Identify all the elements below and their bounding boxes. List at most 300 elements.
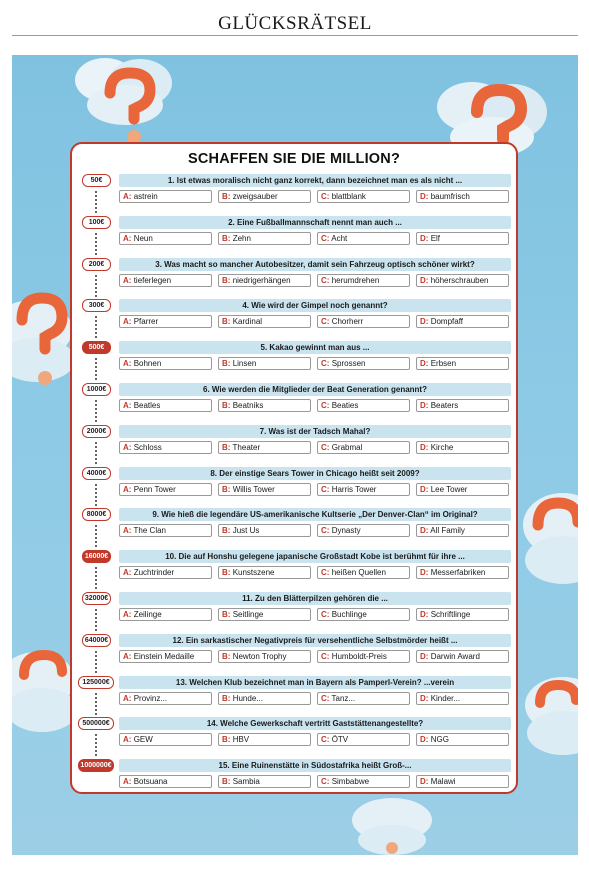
answer-letter: B: bbox=[222, 317, 231, 327]
ladder-dot bbox=[95, 374, 97, 376]
answer-text: blattblank bbox=[331, 192, 366, 201]
question-cloud-icon bbox=[12, 275, 74, 395]
ladder-dot bbox=[95, 442, 97, 444]
ladder-dot bbox=[95, 655, 97, 657]
answer-text: Acht bbox=[331, 233, 348, 243]
answer-letter: B: bbox=[222, 735, 231, 745]
answer-letter: C: bbox=[321, 693, 330, 703]
answer-letter: D: bbox=[420, 359, 429, 369]
answer-letter: B: bbox=[222, 192, 231, 201]
answer-option-d[interactable] bbox=[416, 775, 509, 788]
answer-option-c[interactable] bbox=[317, 399, 410, 412]
ladder-dot bbox=[95, 613, 97, 615]
prize-amount: 1000€ bbox=[82, 383, 111, 396]
answer-letter: B: bbox=[222, 401, 231, 410]
answer-text: Zeilinge bbox=[133, 610, 162, 619]
answer-option-d[interactable] bbox=[416, 315, 509, 328]
answer-letter: B: bbox=[222, 359, 231, 369]
answer-option-a[interactable] bbox=[119, 357, 212, 370]
answer-text: tieferlegen bbox=[133, 275, 172, 285]
answer-text: baumfrisch bbox=[430, 192, 470, 201]
answer-text: zweigsauber bbox=[232, 192, 278, 201]
answer-option-d[interactable] bbox=[416, 357, 509, 370]
answer-option-c[interactable] bbox=[317, 441, 410, 454]
ladder-dot bbox=[95, 412, 97, 414]
question-text: 15. Eine Ruinenstätte in Südostafrika heißt Groß-... bbox=[119, 759, 511, 772]
answer-option-a[interactable] bbox=[119, 775, 212, 788]
answer-letter: A: bbox=[123, 317, 132, 327]
answer-option-a[interactable] bbox=[119, 232, 212, 245]
question-text: 1. Ist etwas moralisch nicht ganz korrekt, dann bezeichnet man es als nicht ... bbox=[119, 174, 511, 187]
answer-option-b[interactable] bbox=[218, 232, 311, 245]
ladder-dot bbox=[95, 295, 97, 297]
question-text: 7. Was ist der Tadsch Mahal? bbox=[119, 425, 511, 438]
ladder-dot bbox=[95, 211, 97, 213]
prize-amount: 16000€ bbox=[82, 550, 111, 563]
answer-text: Chorherr bbox=[331, 317, 364, 327]
page-title: GLÜCKSRÄTSEL bbox=[218, 13, 372, 34]
ladder-dot bbox=[95, 283, 97, 285]
ladder-dot bbox=[95, 671, 97, 673]
ladder-dot bbox=[95, 316, 97, 318]
answer-option-a[interactable] bbox=[119, 483, 212, 496]
answer-letter: A: bbox=[123, 401, 132, 410]
answer-option-b[interactable] bbox=[218, 566, 311, 579]
answer-text: Grabmal bbox=[331, 442, 363, 452]
answer-option-b[interactable] bbox=[218, 315, 311, 328]
answer-text: astrein bbox=[133, 192, 158, 201]
answer-text: Beatniks bbox=[232, 401, 264, 410]
answer-option-d[interactable] bbox=[416, 274, 509, 287]
prize-amount: 100€ bbox=[82, 216, 111, 229]
prize-amount: 2000€ bbox=[82, 425, 111, 438]
answer-text: Kirche bbox=[430, 442, 454, 452]
ladder-dot bbox=[95, 328, 97, 330]
ladder-dot bbox=[95, 446, 97, 448]
ladder-dot bbox=[95, 651, 97, 653]
answer-option-c[interactable] bbox=[317, 566, 410, 579]
answer-text: The Clan bbox=[133, 526, 166, 536]
ladder-dot bbox=[95, 705, 97, 707]
ladder-dot bbox=[95, 336, 97, 338]
answer-text: Messerfabriken bbox=[430, 568, 486, 578]
prize-amount: 125000€ bbox=[78, 676, 114, 689]
answer-option-d[interactable] bbox=[416, 566, 509, 579]
answer-text: Harris Tower bbox=[331, 484, 377, 494]
ladder-dot bbox=[95, 237, 97, 239]
ladder-dot bbox=[95, 583, 97, 585]
ladder-dot bbox=[95, 324, 97, 326]
answer-text: Kardinal bbox=[232, 317, 263, 327]
answer-option-c[interactable] bbox=[317, 315, 410, 328]
answer-letter: D: bbox=[420, 777, 429, 787]
quiz-title: SCHAFFEN SIE DIE MILLION? bbox=[187, 151, 401, 167]
prize-amount: 32000€ bbox=[82, 592, 111, 605]
ladder-dot bbox=[95, 617, 97, 619]
ladder-dot bbox=[95, 525, 97, 527]
answer-text: Schriftlinge bbox=[430, 610, 471, 619]
answer-option-a[interactable] bbox=[119, 315, 212, 328]
answer-letter: A: bbox=[123, 693, 132, 703]
ladder-dot bbox=[95, 575, 97, 577]
ladder-dot bbox=[95, 450, 97, 452]
ladder-dot bbox=[95, 358, 97, 360]
ladder-dot bbox=[95, 408, 97, 410]
answer-text: Zuchtrinder bbox=[133, 568, 175, 578]
ladder-dot bbox=[95, 253, 97, 255]
ladder-dot bbox=[95, 734, 97, 736]
answer-text: herumdrehen bbox=[331, 275, 380, 285]
answer-letter: B: bbox=[222, 568, 231, 578]
answer-option-b[interactable] bbox=[218, 775, 311, 788]
ladder-dot bbox=[95, 291, 97, 293]
ladder-dot bbox=[95, 738, 97, 740]
answer-letter: A: bbox=[123, 526, 132, 536]
answer-option-c[interactable] bbox=[317, 608, 410, 621]
ladder-dot bbox=[95, 492, 97, 494]
answer-option-d[interactable] bbox=[416, 733, 509, 746]
answer-letter: C: bbox=[321, 275, 330, 285]
answer-text: Humboldt-Preis bbox=[331, 651, 387, 661]
answer-text: All Family bbox=[430, 526, 465, 536]
ladder-dot bbox=[95, 713, 97, 715]
answer-option-c[interactable] bbox=[317, 775, 410, 788]
answer-option-d[interactable] bbox=[416, 399, 509, 412]
answer-text: heißen Quellen bbox=[331, 568, 386, 578]
answer-option-a[interactable] bbox=[119, 566, 212, 579]
answer-letter: B: bbox=[222, 484, 231, 494]
question-cloud-icon bbox=[347, 790, 437, 855]
answer-text: Darwin Award bbox=[430, 651, 480, 661]
answer-option-b[interactable] bbox=[218, 692, 311, 705]
ladder-dot bbox=[95, 579, 97, 581]
answer-letter: A: bbox=[123, 651, 132, 661]
answer-option-d[interactable] bbox=[416, 232, 509, 245]
ladder-dot bbox=[95, 366, 97, 368]
ladder-dot bbox=[95, 754, 97, 756]
answer-letter: D: bbox=[420, 693, 429, 703]
answer-option-c[interactable] bbox=[317, 483, 410, 496]
answer-text: Kinder... bbox=[430, 693, 461, 703]
answer-text: Botsuana bbox=[133, 777, 168, 787]
prize-ladder bbox=[78, 174, 114, 784]
ladder-dot bbox=[95, 488, 97, 490]
ladder-dot bbox=[95, 454, 97, 456]
answer-text: Seitlinge bbox=[232, 610, 264, 619]
ladder-dot bbox=[95, 199, 97, 201]
answer-text: Lee Tower bbox=[430, 484, 468, 494]
ladder-dot bbox=[95, 249, 97, 251]
ladder-dot bbox=[95, 625, 97, 627]
answer-letter: A: bbox=[123, 442, 132, 452]
answer-text: Dynasty bbox=[331, 526, 361, 536]
question-text: 14. Welche Gewerkschaft vertritt Gaststättenangestellte? bbox=[119, 717, 511, 730]
question-text: 13. Welchen Klub bezeichnet man in Bayern als Pamperl-Verein? ...verein bbox=[119, 676, 511, 689]
ladder-dot bbox=[95, 275, 97, 277]
answer-option-a[interactable] bbox=[119, 733, 212, 746]
answer-letter: D: bbox=[420, 401, 429, 410]
ladder-dot bbox=[95, 629, 97, 631]
ladder-dot bbox=[95, 609, 97, 611]
answer-letter: B: bbox=[222, 526, 231, 536]
answer-letter: B: bbox=[222, 610, 231, 619]
ladder-dot bbox=[95, 659, 97, 661]
ladder-dot bbox=[95, 287, 97, 289]
answer-letter: C: bbox=[321, 401, 330, 410]
ladder-dot bbox=[95, 541, 97, 543]
answer-text: Beatles bbox=[133, 401, 161, 410]
page-header bbox=[12, 0, 578, 36]
answer-text: niedrigerhängen bbox=[232, 275, 291, 285]
ladder-dot bbox=[95, 191, 97, 193]
ladder-dot bbox=[95, 404, 97, 406]
question-text: 6. Wie werden die Mitglieder der Beat Generation genannt? bbox=[119, 383, 511, 396]
answer-option-d[interactable] bbox=[416, 483, 509, 496]
answer-letter: A: bbox=[123, 484, 132, 494]
answer-letter: C: bbox=[321, 651, 330, 661]
ladder-dot bbox=[95, 416, 97, 418]
answer-letter: C: bbox=[321, 777, 330, 787]
answer-text: Zehn bbox=[232, 233, 251, 243]
ladder-dot bbox=[95, 545, 97, 547]
answer-text: Elf bbox=[430, 233, 441, 243]
answer-option-b[interactable] bbox=[218, 274, 311, 287]
answer-letter: D: bbox=[420, 192, 429, 201]
answer-text: Beaters bbox=[430, 401, 459, 410]
answer-text: Buchlinge bbox=[331, 610, 367, 619]
answer-letter: D: bbox=[420, 233, 429, 243]
ladder-dot bbox=[95, 496, 97, 498]
answer-letter: B: bbox=[222, 275, 231, 285]
answer-option-d[interactable] bbox=[416, 441, 509, 454]
answer-text: Willis Tower bbox=[232, 484, 275, 494]
ladder-dot bbox=[95, 241, 97, 243]
answer-letter: C: bbox=[321, 317, 330, 327]
answer-option-b[interactable] bbox=[218, 441, 311, 454]
answer-option-c[interactable] bbox=[317, 650, 410, 663]
ladder-dot bbox=[95, 462, 97, 464]
ladder-dot bbox=[95, 400, 97, 402]
answer-text: HBV bbox=[232, 735, 250, 745]
answer-letter: C: bbox=[321, 568, 330, 578]
ladder-dot bbox=[95, 378, 97, 380]
answer-text: GEW bbox=[133, 735, 153, 745]
question-text: 2. Eine Fußballmannschaft nennt man auch ... bbox=[119, 216, 511, 229]
answer-letter: D: bbox=[420, 526, 429, 536]
answer-option-a[interactable] bbox=[119, 692, 212, 705]
ladder-dot bbox=[95, 571, 97, 573]
ladder-dot bbox=[95, 701, 97, 703]
answer-letter: C: bbox=[321, 442, 330, 452]
answer-letter: D: bbox=[420, 275, 429, 285]
answer-text: Theater bbox=[232, 442, 261, 452]
ladder-dot bbox=[95, 370, 97, 372]
prize-amount: 200€ bbox=[82, 258, 111, 271]
ladder-dot bbox=[95, 529, 97, 531]
prize-amount: 64000€ bbox=[82, 634, 111, 647]
answer-letter: D: bbox=[420, 442, 429, 452]
answer-option-d[interactable] bbox=[416, 608, 509, 621]
answer-letter: D: bbox=[420, 317, 429, 327]
answer-letter: D: bbox=[420, 568, 429, 578]
answer-letter: D: bbox=[420, 735, 429, 745]
answer-option-b[interactable] bbox=[218, 399, 311, 412]
answer-letter: A: bbox=[123, 233, 132, 243]
answer-text: Sprossen bbox=[331, 359, 366, 369]
question-text: 12. Ein sarkastischer Negativpreis für versehentliche Selbstmörder heißt ... bbox=[119, 634, 511, 647]
answer-option-a[interactable] bbox=[119, 190, 212, 203]
ladder-dot bbox=[95, 195, 97, 197]
answer-text: Schloss bbox=[133, 442, 162, 452]
prize-amount: 1000000€ bbox=[78, 759, 114, 772]
answer-option-c[interactable] bbox=[317, 524, 410, 537]
question-cloud-icon bbox=[518, 665, 578, 765]
answer-option-b[interactable] bbox=[218, 733, 311, 746]
ladder-dot bbox=[95, 420, 97, 422]
answer-letter: A: bbox=[123, 777, 132, 787]
prize-amount: 4000€ bbox=[82, 467, 111, 480]
answer-text: Provinz... bbox=[133, 693, 168, 703]
answer-option-a[interactable] bbox=[119, 441, 212, 454]
answer-letter: D: bbox=[420, 484, 429, 494]
answer-option-c[interactable] bbox=[317, 733, 410, 746]
answer-letter: C: bbox=[321, 192, 330, 201]
ladder-dot bbox=[95, 320, 97, 322]
answer-option-c[interactable] bbox=[317, 274, 410, 287]
answer-option-d[interactable] bbox=[416, 190, 509, 203]
answer-option-c[interactable] bbox=[317, 232, 410, 245]
answer-text: NGG bbox=[430, 735, 449, 745]
answer-option-b[interactable] bbox=[218, 650, 311, 663]
answer-text: Tanz... bbox=[331, 693, 356, 703]
answer-text: Neun bbox=[133, 233, 153, 243]
ladder-dot bbox=[95, 663, 97, 665]
question-cloud-icon bbox=[70, 55, 180, 150]
answer-text: Dompfaff bbox=[430, 317, 463, 327]
ladder-dot bbox=[95, 533, 97, 535]
answer-option-b[interactable] bbox=[218, 524, 311, 537]
question-text: 9. Wie hieß die legendäre US-amerikanische Kultserie „Der Denver-Clan“ im Original? bbox=[119, 508, 511, 521]
ladder-dot bbox=[95, 332, 97, 334]
prize-amount: 500000€ bbox=[78, 717, 114, 730]
answer-option-d[interactable] bbox=[416, 650, 509, 663]
answer-letter: B: bbox=[222, 233, 231, 243]
answer-option-d[interactable] bbox=[416, 524, 509, 537]
answer-text: Just Us bbox=[232, 526, 260, 536]
answer-letter: A: bbox=[123, 275, 132, 285]
ladder-dot bbox=[95, 587, 97, 589]
answer-text: Simbabwe bbox=[331, 777, 370, 787]
question-text: 11. Zu den Blätterpilzen gehören die ... bbox=[119, 592, 511, 605]
answer-text: Erbsen bbox=[430, 359, 457, 369]
answer-text: Malawi bbox=[430, 777, 456, 787]
question-text: 3. Was macht so mancher Autobesitzer, damit sein Fahrzeug optisch schöner wirkt? bbox=[119, 258, 511, 271]
ladder-dot bbox=[95, 537, 97, 539]
answer-letter: C: bbox=[321, 233, 330, 243]
prize-amount: 8000€ bbox=[82, 508, 111, 521]
ladder-dot bbox=[95, 233, 97, 235]
ladder-dot bbox=[95, 500, 97, 502]
answer-text: Kunstszene bbox=[232, 568, 275, 578]
answer-text: Einstein Medaille bbox=[133, 651, 195, 661]
answer-option-b[interactable] bbox=[218, 357, 311, 370]
ladder-dot bbox=[95, 458, 97, 460]
answer-option-a[interactable] bbox=[119, 650, 212, 663]
answer-option-c[interactable] bbox=[317, 190, 410, 203]
ladder-dot bbox=[95, 245, 97, 247]
ladder-dot bbox=[95, 709, 97, 711]
answer-option-a[interactable] bbox=[119, 524, 212, 537]
answer-letter: C: bbox=[321, 735, 330, 745]
ladder-dot bbox=[95, 746, 97, 748]
answer-option-d[interactable] bbox=[416, 692, 509, 705]
answer-letter: C: bbox=[321, 359, 330, 369]
question-cloud-icon bbox=[518, 470, 578, 600]
answer-text: ÖTV bbox=[331, 735, 349, 745]
answer-letter: B: bbox=[222, 442, 231, 452]
answer-letter: D: bbox=[420, 651, 429, 661]
answer-letter: A: bbox=[123, 192, 132, 201]
answer-text: Linsen bbox=[232, 359, 257, 369]
answer-letter: A: bbox=[123, 568, 132, 578]
answer-letter: D: bbox=[420, 610, 429, 619]
answer-text: Beaties bbox=[331, 401, 359, 410]
ladder-dot bbox=[95, 693, 97, 695]
prize-amount: 50€ bbox=[82, 174, 111, 187]
ladder-dot bbox=[95, 742, 97, 744]
prize-amount: 300€ bbox=[82, 299, 111, 312]
question-text: 5. Kakao gewinnt man aus ... bbox=[119, 341, 511, 354]
answer-option-b[interactable] bbox=[218, 190, 311, 203]
answer-letter: C: bbox=[321, 526, 330, 536]
answer-option-c[interactable] bbox=[317, 692, 410, 705]
ladder-dot bbox=[95, 697, 97, 699]
answer-letter: B: bbox=[222, 777, 231, 787]
answer-letter: A: bbox=[123, 610, 132, 619]
question-text: 4. Wie wird der Gimpel noch genannt? bbox=[119, 299, 511, 312]
answer-text: Sambia bbox=[232, 777, 260, 787]
ladder-dot bbox=[95, 750, 97, 752]
answer-text: höherschrauben bbox=[430, 275, 489, 285]
answer-letter: C: bbox=[321, 610, 330, 619]
answer-letter: A: bbox=[123, 359, 132, 369]
ladder-dot bbox=[95, 362, 97, 364]
answer-letter: C: bbox=[321, 484, 330, 494]
ladder-dot bbox=[95, 504, 97, 506]
ladder-dot bbox=[95, 484, 97, 486]
ladder-dot bbox=[95, 279, 97, 281]
question-text: 10. Die auf Honshu gelegene japanische Großstadt Kobe ist berühmt für ihre ... bbox=[119, 550, 511, 563]
answer-text: Penn Tower bbox=[133, 484, 176, 494]
question-cloud-icon bbox=[12, 635, 74, 745]
ladder-dot bbox=[95, 621, 97, 623]
answer-option-b[interactable] bbox=[218, 608, 311, 621]
ladder-dot bbox=[95, 567, 97, 569]
answer-option-a[interactable] bbox=[119, 399, 212, 412]
ladder-dot bbox=[95, 203, 97, 205]
answer-option-a[interactable] bbox=[119, 608, 212, 621]
answer-option-b[interactable] bbox=[218, 483, 311, 496]
answer-text: Bohnen bbox=[133, 359, 162, 369]
answer-letter: A: bbox=[123, 735, 132, 745]
answer-option-c[interactable] bbox=[317, 357, 410, 370]
ladder-dot bbox=[95, 667, 97, 669]
question-text: 8. Der einstige Sears Tower in Chicago heißt seit 2009? bbox=[119, 467, 511, 480]
ladder-dot bbox=[95, 207, 97, 209]
answer-option-a[interactable] bbox=[119, 274, 212, 287]
answer-letter: B: bbox=[222, 693, 231, 703]
prize-amount: 500€ bbox=[82, 341, 111, 354]
